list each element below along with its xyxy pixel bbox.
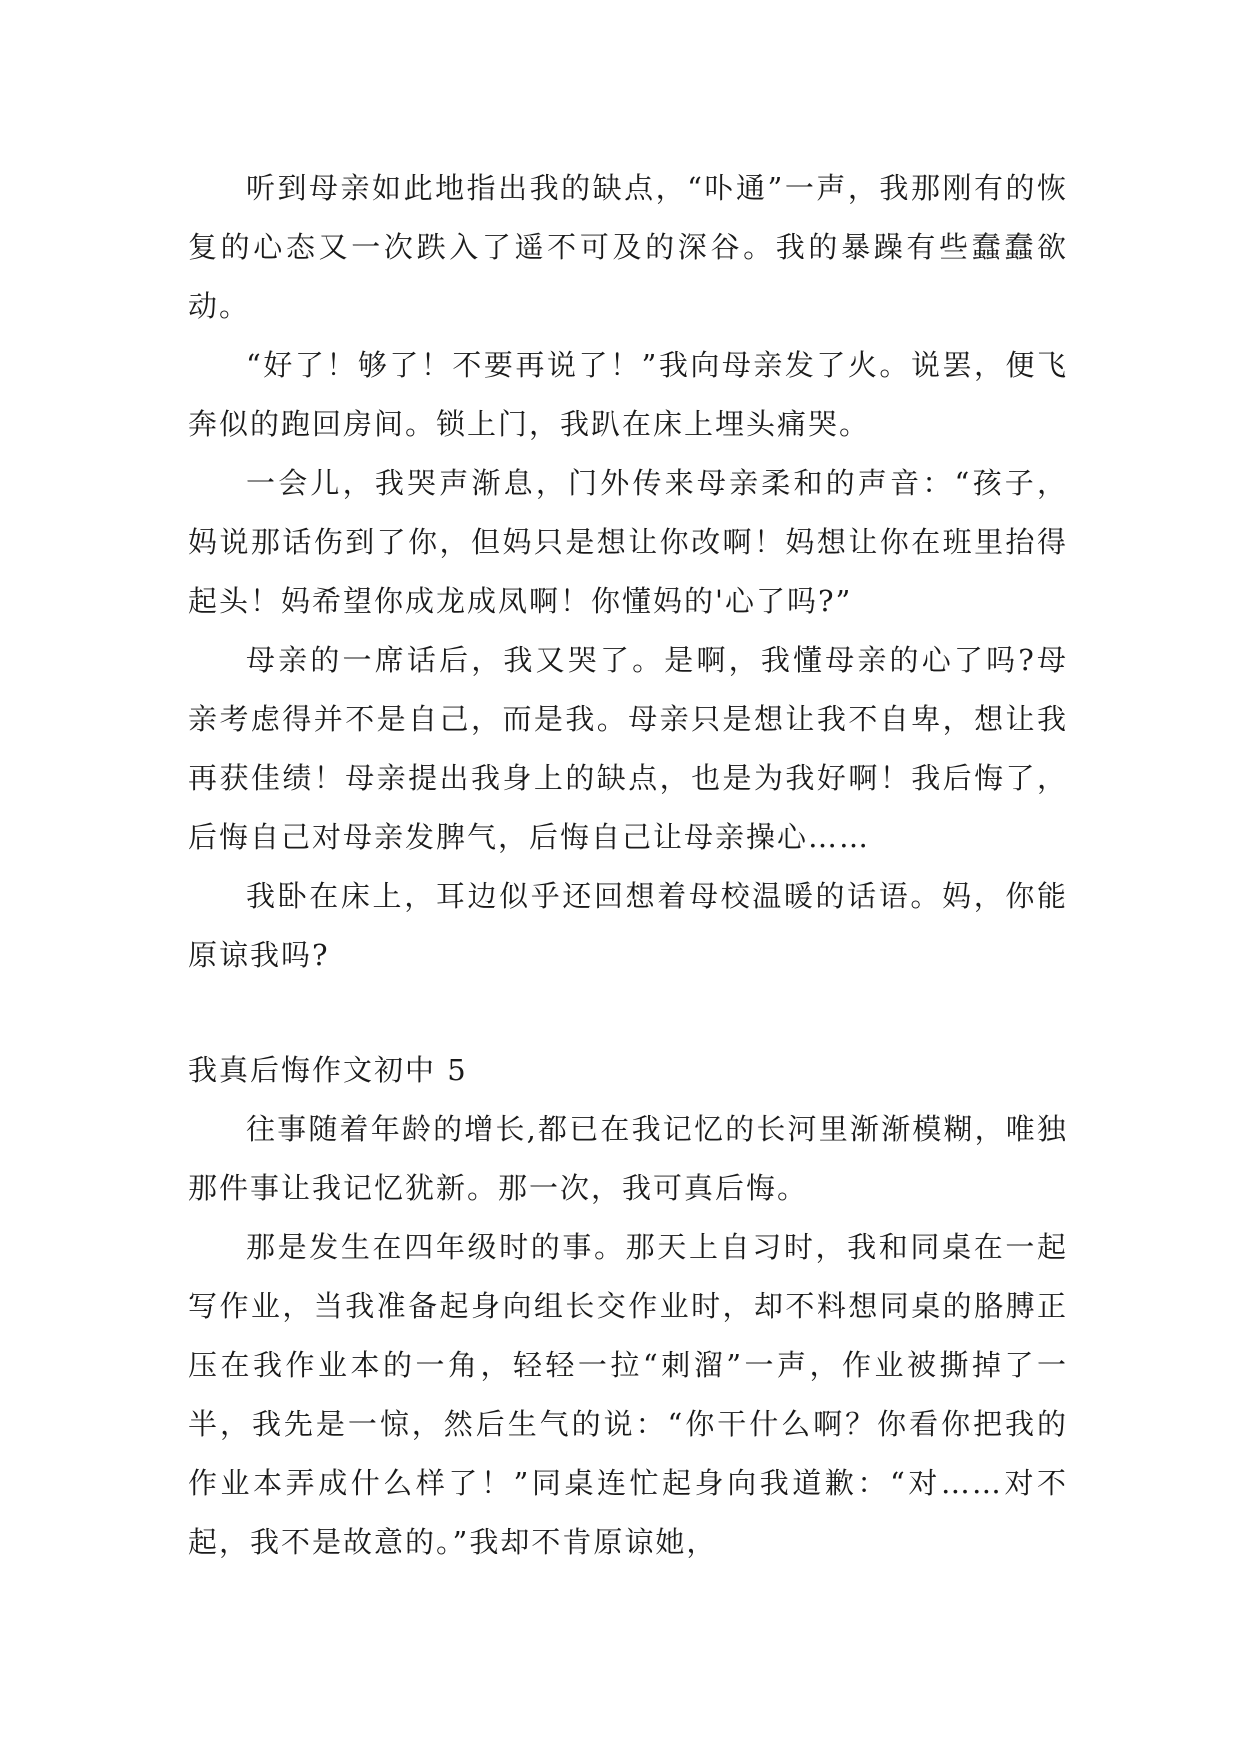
paragraph: 那是发生在四年级时的事。那天上自习时，我和同桌在一起写作业，当我准备起身向组长交作业时，却不料想同桌的胳膊正压在我作业本的一角，轻轻一拉“刺溜”一声，作业被撕掉了一半，我先是一惊，然后生气的说：“你干什么啊？你看你把我的作业本弄成什么样了！”同桌连忙起身向我道歉：“对……对不起，我不是故意的。”我却不肯原谅她，	[188, 1230, 1068, 1559]
paragraph: 听到母亲如此地指出我的缺点，“卟通”一声，我那刚有的恢复的心态又一次跌入了遥不可及的深谷。我的暴躁有些蠢蠢欲动。	[188, 171, 1068, 323]
paragraph: 一会儿，我哭声渐息，门外传来母亲柔和的声音：“孩子，妈说那话伤到了你，但妈只是想让你改啊！妈想让你在班里抬得起头！妈希望你成龙成凤啊！你懂妈的'心了吗?”	[188, 466, 1068, 618]
paragraph: “好了！够了！不要再说了！”我向母亲发了火。说罢，便飞奔似的跑回房间。锁上门，我趴在床上埋头痛哭。	[188, 348, 1068, 441]
section-heading: 我真后悔作文初中 5	[188, 1053, 468, 1087]
paragraph: 往事随着年龄的增长,都已在我记忆的长河里渐渐模糊，唯独那件事让我记忆犹新。那一次，我可真后悔。	[188, 1112, 1068, 1205]
paragraph: 母亲的一席话后，我又哭了。是啊，我懂母亲的心了吗?母亲考虑得并不是自己，而是我。母亲只是想让我不自卑，想让我再获佳绩！母亲提出我身上的缺点，也是为我好啊！我后悔了，后悔自己对母亲发脾气，后悔自己让母亲操心……	[188, 643, 1068, 854]
document-body	[188, 159, 1068, 1572]
paragraph: 我卧在床上，耳边似乎还回想着母校温暖的话语。妈，你能原谅我吗?	[188, 879, 1068, 972]
